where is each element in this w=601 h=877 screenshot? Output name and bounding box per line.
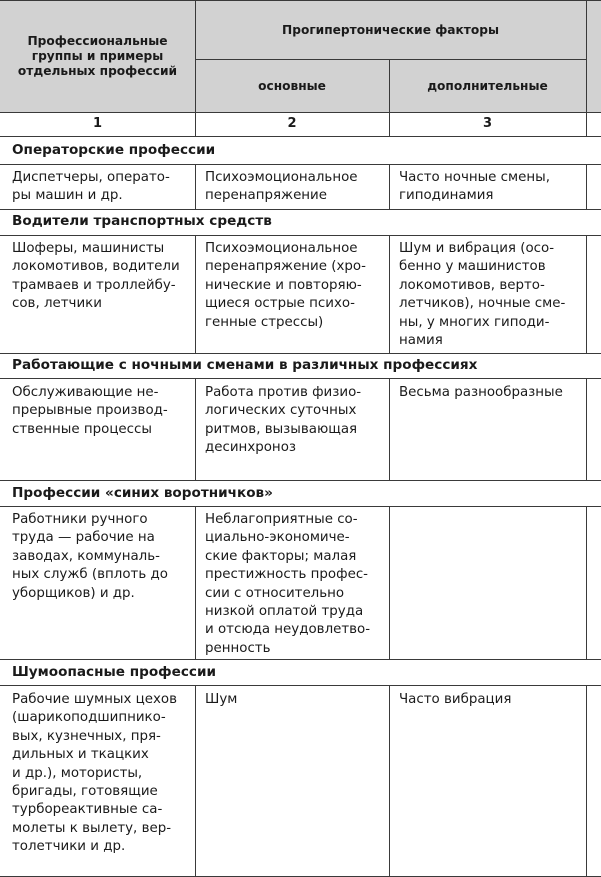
section-title: Операторские профессии	[12, 142, 216, 158]
column-divider	[389, 506, 390, 660]
table-cell: Шум и вибрация (осо- бенно у машинистов локомотивов, верто- летчиков), ночные сме- ны, у многих гиподи- намия	[399, 241, 566, 349]
section-divider	[0, 506, 601, 507]
header-group-divider	[195, 59, 586, 60]
table-cell: Шоферы, машинисты локомотивов, водители трамваев и троллейбу- сов, летчики	[12, 241, 180, 312]
column-divider	[389, 685, 390, 877]
table-cell: Весьма разнообразные	[399, 385, 563, 400]
section-divider	[0, 209, 601, 210]
column-divider	[586, 164, 587, 210]
section-title: Работающие с ночными сменами в различных профессиях	[12, 357, 478, 373]
header-main-factors: основные	[258, 79, 326, 93]
header-bottom-border	[0, 112, 601, 113]
header-professional-groups: Профессиональные группы и примеры отдельных профессий	[17, 34, 178, 78]
column-divider	[195, 506, 196, 660]
section-divider	[0, 659, 601, 660]
column-number: 2	[287, 116, 297, 131]
column-divider	[195, 235, 196, 354]
table-cell: Неблагоприятные со- циально-экономиче- ские факторы; малая престижность профес- сии с относительно низкой оплатой труда и отсюда неудовлетво- ренность	[205, 512, 371, 656]
section-divider	[0, 378, 601, 379]
column-divider	[195, 164, 196, 210]
table-cell: Психоэмоциональное перенапряжение (хро- нические и повторяю- щиеся острые психо- генные стрессы)	[205, 241, 366, 330]
section-divider	[0, 164, 601, 165]
table-top-border	[0, 0, 601, 1]
table-cell: Обслуживающие не- прерывные производ- ственные процессы	[12, 385, 168, 437]
table-cell: Психоэмоциональное перенапряжение	[205, 170, 358, 204]
section-title: Профессии «синих воротничков»	[12, 485, 273, 501]
table-cell: Часто вибрация	[399, 692, 512, 707]
column-divider	[586, 685, 587, 877]
column-divider	[389, 378, 390, 481]
section-title: Шумоопасные профессии	[12, 664, 217, 680]
section-divider	[0, 235, 601, 236]
column-divider	[586, 378, 587, 481]
numbers-bottom-border	[0, 136, 601, 137]
table-cell: Диспетчеры, операто- ры машин и др.	[12, 170, 170, 204]
column-divider	[195, 378, 196, 481]
section-title: Водители транспортных средств	[12, 213, 272, 229]
column-divider	[586, 235, 587, 354]
table-cell: Рабочие шумных цехов (шарикоподшипнико- вых, кузнечных, пря- дильных и ткацких и др.), мотористы, бригады, готовящие турбореактивные са- молеты к вылету, вер- толетчики и др.	[12, 692, 177, 855]
column-divider	[389, 164, 390, 210]
table-cell: Работа против физио- логических суточных ритмов, вызывающая десинхроноз	[205, 385, 362, 456]
column-divider	[586, 0, 587, 137]
column-number: 1	[92, 116, 103, 131]
table-cell: Шум	[205, 692, 238, 707]
header-factors-group: Прогипертонические факторы	[282, 23, 499, 37]
table-cell: Часто ночные смены, гиподинамия	[399, 170, 550, 204]
column-number: 3	[482, 116, 493, 131]
column-divider	[195, 685, 196, 877]
section-divider	[0, 353, 601, 354]
column-divider	[586, 506, 587, 660]
section-divider	[0, 685, 601, 686]
section-divider	[0, 480, 601, 481]
header-additional-factors: дополнительные	[427, 79, 548, 93]
table-cell: Работники ручного труда — рабочие на заводах, коммуналь- ных служб (вплоть до уборщиков) и др.	[12, 512, 168, 601]
column-divider	[389, 235, 390, 354]
